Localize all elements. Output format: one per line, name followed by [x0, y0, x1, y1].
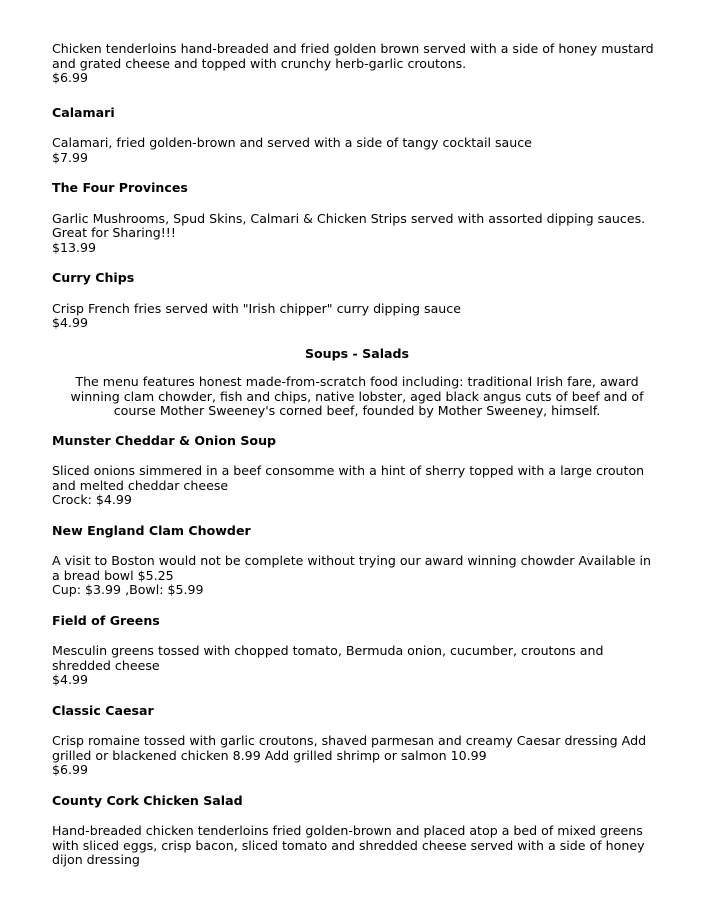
item-description: Crisp French fries served with "Irish chipper" curry dipping sauce: [52, 300, 461, 316]
item-description: Calamari, fried golden-brown and served with a side of tangy cocktail sauce: [52, 135, 532, 150]
item-title: Field of Greens: [52, 612, 160, 628]
item-price: $6.99: [52, 762, 89, 777]
item-title: The Four Provinces: [52, 180, 188, 195]
item-title: Munster Cheddar & Onion Soup: [52, 432, 277, 448]
item-price: $4.99: [52, 315, 89, 330]
item-price: $13.99: [52, 239, 97, 255]
item-description: Garlic Mushrooms, Spud Skins, Calmari & Chicken Strips served with assorted dipping sauces. Great for Sharing!!!: [52, 210, 646, 240]
item-description: Sliced onions simmered in a beef consomme with a hint of sherry topped with a large crouton and melted cheddar cheese: [52, 463, 645, 493]
item-description: Chicken tenderloins hand-breaded and fried golden brown served with a side of honey mustard and grated cheese and topped with crunchy herb-garlic croutons.: [52, 41, 654, 71]
item-title: New England Clam Chowder: [52, 522, 251, 538]
item-title: Calamari: [52, 104, 115, 120]
item-price: Cup: $3.99 ,Bowl: $5.99: [52, 582, 204, 597]
item-description: A visit to Boston would not be complete without trying our award winning chowder Available in a bread bowl $5.25: [52, 553, 651, 583]
item-price: $7.99: [52, 149, 89, 165]
item-price: $6.99: [52, 70, 89, 85]
item-price: Crock: $4.99: [52, 492, 132, 507]
section-description: The menu features honest made-from-scratch food including: traditional Irish fare, award winning clam chowder, fish and chips, native lobster, aged black angus cuts of beef and of course Mother Sweeney's corned beef, founded by Mother Sweeney, himself.: [70, 374, 644, 418]
item-title: Classic Caesar: [52, 702, 154, 718]
item-description: Mesculin greens tossed with chopped tomato, Bermuda onion, cucumber, croutons and shredded cheese: [52, 643, 604, 673]
menu-page: [52, 42, 662, 868]
item-description: Hand-breaded chicken tenderloins fried golden-brown and placed atop a bed of mixed greens with sliced eggs, crisp bacon, sliced tomato and shredded cheese served with a side of honey dijon dressing: [52, 823, 645, 867]
section-title: Soups - Salads: [304, 345, 410, 361]
item-title: Curry Chips: [52, 270, 135, 285]
item-price: $4.99: [52, 672, 89, 687]
item-title: County Cork Chicken Salad: [52, 792, 243, 808]
item-description: Crisp romaine tossed with garlic croutons, shaved parmesan and creamy Caesar dressing Add grilled or blackened chicken 8.99 Add grilled shrimp or salmon 10.99: [52, 733, 647, 763]
